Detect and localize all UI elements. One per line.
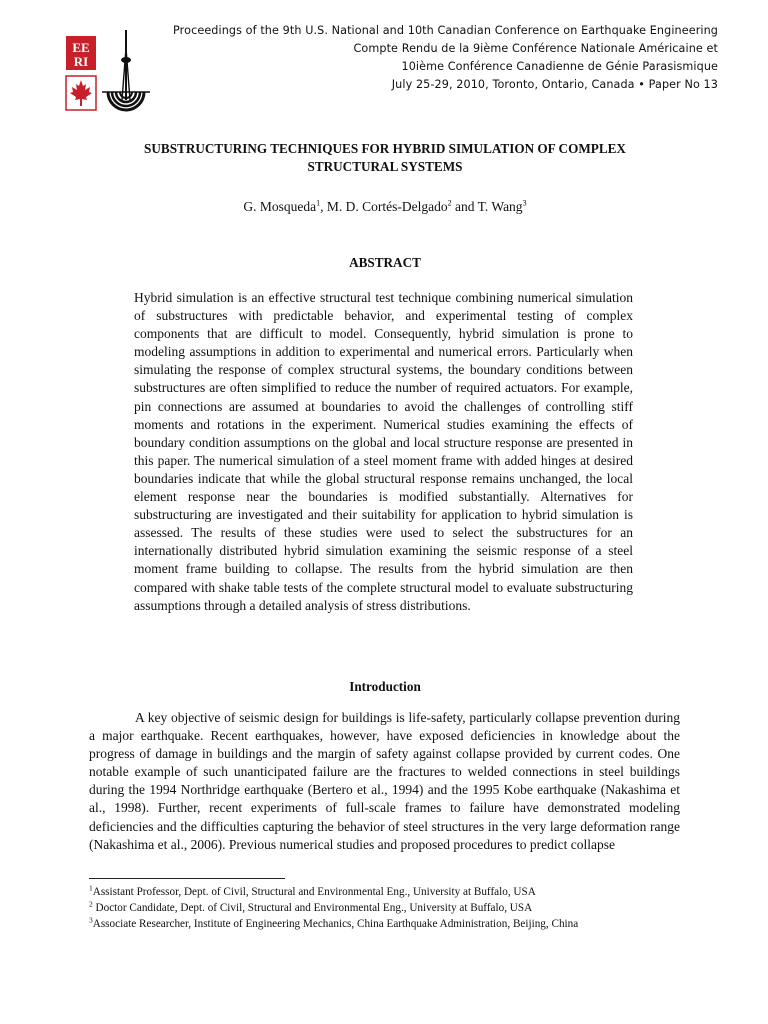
header-line-2: Compte Rendu de la 9ième Conférence Nationale Américaine et (353, 42, 718, 55)
footnote-divider (89, 878, 285, 879)
paper-title-line-1: SUBSTRUCTURING TECHNIQUES FOR HYBRID SIMULATION OF COMPLEX (144, 141, 626, 156)
abstract-body: Hybrid simulation is an effective structural test technique combining numerical simulation of substructures with predictable behavior, and experimental testing of complex components that are difficult to model. Consequently, hybrid simulation is prone to modeling assumptions in addition to experimental and numerical errors. Particularly when simulating the response of complex structural systems, the boundary conditions between substructures are often simplified to reduce the number of required actuators. For example, pin connections are assumed at boundaries to avoid the challenges of controlling stiff moments and rotations in the experiment. Numerical studies examining the effects of boundary condition assumptions on the global and local structure response are presented in this paper. The numerical simulation of a steel moment frame with added hinges at desired boundaries indicate that while the global structural response remains unchanged, the local element response near the boundaries is modified substantially. Alternatives for substructuring are investigated and their suitability for application to hybrid simulation is assessed. The results of these studies were used to select the substructures for an internationally distributed hybrid simulation examining the seismic response of a steel moment frame building to collapse. The results from the hybrid simulation are then compared with shake table tests of the complete structural model to evaluate substructuring assumptions through a detailed analysis of stress distributions. (134, 290, 633, 613)
author-3-mark: 3 (522, 198, 527, 208)
header-line-3: 10ième Conférence Canadienne de Génie Parasismique (401, 60, 718, 73)
author-1-mark: 1 (316, 198, 321, 208)
eeri-logo-text-bottom: RI (73, 54, 89, 69)
author-3: T. Wang (477, 199, 523, 214)
author-1: G. Mosqueda (243, 199, 317, 214)
author-2-mark: 2 (447, 198, 452, 208)
footnote-3-text: Associate Researcher, Institute of Engineering Mechanics, China Earthquake Administration, Beijing, China (92, 918, 579, 931)
footnote-1 (89, 884, 689, 900)
header-line-1: Proceedings of the 9th U.S. National and 10th Canadian Conference on Earthquake Engineering (173, 24, 718, 37)
footnote-3-mark: 3 (89, 915, 93, 925)
footnote-2 (89, 900, 689, 916)
author-2: M. D. Cortés-Delgado (326, 199, 448, 214)
author-list (90, 199, 680, 215)
maple-leaf-icon (66, 76, 96, 110)
introduction-heading: Introduction (349, 679, 421, 694)
cn-tower-icon (121, 30, 131, 100)
footnote-3 (89, 916, 689, 932)
conference-header (64, 22, 718, 102)
conference-logo (64, 30, 154, 130)
header-line-4: July 25-29, 2010, Toronto, Ontario, Canada • Paper No 13 (391, 78, 718, 91)
footnote-1-mark: 1 (89, 883, 93, 893)
footnote-2-mark: 2 (89, 899, 93, 909)
eeri-logo-text-top: EE (72, 40, 90, 55)
abstract-heading: ABSTRACT (349, 255, 421, 270)
paper-title (90, 140, 680, 176)
author-separator: , (320, 199, 327, 214)
footnote-2-text: Doctor Candidate, Dept. of Civil, Structural and Environmental Eng., University at Buffalo, USA (92, 902, 533, 915)
footnotes (89, 884, 689, 933)
paper-title-line-2: STRUCTURAL SYSTEMS (307, 159, 463, 174)
footnote-1-text: Assistant Professor, Dept. of Civil, Structural and Environmental Eng., University at Buffalo, USA (92, 886, 536, 898)
introduction-body: A key objective of seismic design for buildings is life-safety, particularly collapse prevention during a major earthquake. Recent earthquakes, however, have exposed deficiencies in knowledge about the progress of damage in buildings and the margin of safety against collapse provided by current codes. One notable example of such unanticipated failure are the fractures to welded connections in steel buildings during the 1994 Northridge earthquake (Bertero et al., 1994) and the 1995 Kobe earthquake (Nakashima et al., 1998). Further, recent experiments of full-scale frames to failure have demonstrated modeling deficiencies and the difficulties capturing the behavior of steel structures in the very large deformation range (Nakashima et al., 2006). Previous numerical studies and proposed procedures to predict collapse (89, 710, 680, 852)
author-separator: and (451, 199, 478, 214)
conference-info (173, 22, 718, 94)
